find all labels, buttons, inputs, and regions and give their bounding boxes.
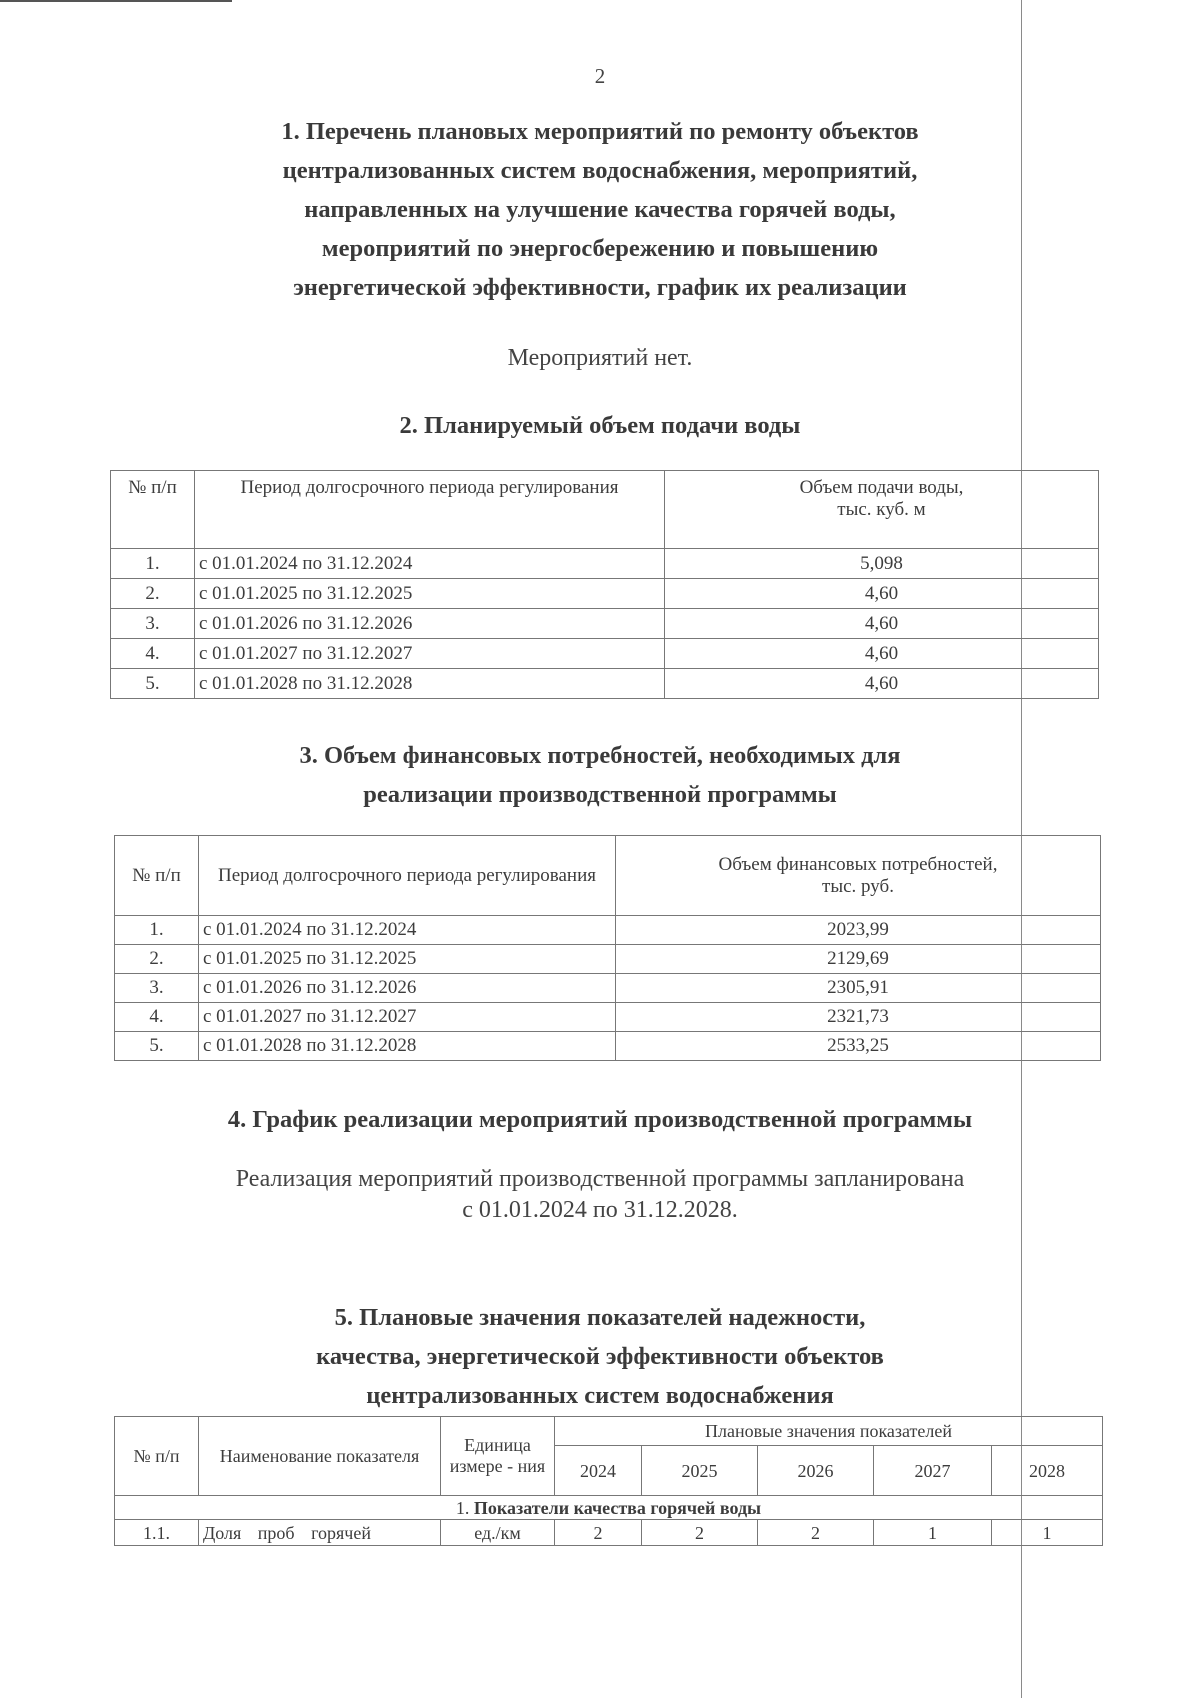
group-num: 1. xyxy=(455,1497,470,1518)
group-label: Показатели качества горячей воды xyxy=(473,1497,762,1518)
table-row xyxy=(111,549,1099,579)
row-num: 5. xyxy=(115,1032,199,1061)
financial-needs-table xyxy=(114,835,1101,1061)
table-row xyxy=(115,974,1101,1003)
row-period: с 01.01.2027 по 31.12.2027 xyxy=(195,639,665,669)
row-value: 2 xyxy=(758,1520,874,1546)
header-name: Наименование показателя xyxy=(199,1417,441,1496)
row-value: 2 xyxy=(642,1520,758,1546)
table-header-row xyxy=(115,836,1101,916)
scan-edge-mark xyxy=(0,0,232,2)
row-period: с 01.01.2028 по 31.12.2028 xyxy=(199,1032,616,1061)
header-value-line: Объем финансовых потребностей, xyxy=(718,853,998,875)
row-value: 5,098 xyxy=(665,549,1099,579)
header-period: Период долгосрочного периода регулирования xyxy=(195,471,665,549)
header-value xyxy=(665,471,1099,549)
row-value: 4,60 xyxy=(665,579,1099,609)
row-num: 1. xyxy=(111,549,195,579)
table-group-row xyxy=(115,1496,1103,1520)
section-4-text-line: с 01.01.2024 по 31.12.2028. xyxy=(462,1197,738,1223)
header-period: Период долгосрочного периода регулирования xyxy=(199,836,616,916)
header-plan: Плановые значения показателей xyxy=(555,1417,1103,1446)
row-name: Доля проб горячей xyxy=(199,1520,441,1546)
header-year: 2025 xyxy=(642,1446,758,1496)
row-value: 2321,73 xyxy=(616,1003,1101,1032)
header-value xyxy=(616,836,1101,916)
table-row xyxy=(115,916,1101,945)
row-num: 2. xyxy=(115,945,199,974)
section-1-title-line: энергетической эффективности, график их реализации xyxy=(293,274,907,301)
section-5-title-line: 5. Плановые значения показателей надежности, xyxy=(334,1304,866,1331)
table-header-row xyxy=(111,471,1099,549)
row-period: с 01.01.2024 по 31.12.2024 xyxy=(195,549,665,579)
section-3-title-line: 3. Объем финансовых потребностей, необходимых для xyxy=(299,742,901,769)
row-period: с 01.01.2025 по 31.12.2025 xyxy=(195,579,665,609)
section-2-title: 2. Планируемый объем подачи воды xyxy=(399,412,801,439)
indicators-table xyxy=(114,1416,1103,1546)
row-value: 2023,99 xyxy=(616,916,1101,945)
table-row xyxy=(115,945,1101,974)
section-1-title-line: направленных на улучшение качества горячей воды, xyxy=(304,196,896,223)
header-num: № п/п xyxy=(115,1417,199,1496)
section-1-text: Мероприятий нет. xyxy=(507,345,693,371)
header-value-line: тыс. куб. м xyxy=(837,499,926,520)
section-5-title-line: централизованных систем водоснабжения xyxy=(366,1382,834,1409)
row-value: 2129,69 xyxy=(616,945,1101,974)
row-num: 1. xyxy=(115,916,199,945)
header-num: № п/п xyxy=(115,836,199,916)
header-year: 2027 xyxy=(874,1446,992,1496)
table-row xyxy=(115,1032,1101,1061)
row-value: 4,60 xyxy=(665,609,1099,639)
row-period: с 01.01.2026 по 31.12.2026 xyxy=(199,974,616,1003)
table-row xyxy=(115,1003,1101,1032)
section-4-text xyxy=(0,1164,1200,1226)
table-row xyxy=(111,639,1099,669)
row-value: 1 xyxy=(874,1520,992,1546)
row-period: с 01.01.2027 по 31.12.2027 xyxy=(199,1003,616,1032)
header-year: 2024 xyxy=(555,1446,642,1496)
table-row xyxy=(111,609,1099,639)
row-num: 4. xyxy=(111,639,195,669)
section-3-title-line: реализации производственной программы xyxy=(363,781,837,808)
header-unit: Единица измере - ния xyxy=(441,1417,555,1496)
table-row xyxy=(115,1520,1103,1546)
row-num: 2. xyxy=(111,579,195,609)
header-value-line: тыс. руб. xyxy=(822,875,894,897)
row-unit: ед./км xyxy=(441,1520,555,1546)
row-num: 1.1. xyxy=(115,1520,199,1546)
row-num: 5. xyxy=(111,669,195,699)
section-4-text-line: Реализация мероприятий производственной программы запланирована xyxy=(235,1166,965,1192)
group-title xyxy=(115,1496,1103,1520)
row-period: с 01.01.2026 по 31.12.2026 xyxy=(195,609,665,639)
section-3-title xyxy=(0,736,1200,814)
row-value: 2305,91 xyxy=(616,974,1101,1003)
row-num: 4. xyxy=(115,1003,199,1032)
row-num: 3. xyxy=(111,609,195,639)
row-value: 2 xyxy=(555,1520,642,1546)
header-year: 2026 xyxy=(758,1446,874,1496)
header-num: № п/п xyxy=(111,471,195,549)
table-header-row xyxy=(115,1417,1103,1446)
section-5-title xyxy=(0,1298,1200,1415)
row-value: 4,60 xyxy=(665,639,1099,669)
row-period: с 01.01.2025 по 31.12.2025 xyxy=(199,945,616,974)
table-row xyxy=(111,669,1099,699)
row-period: с 01.01.2028 по 31.12.2028 xyxy=(195,669,665,699)
section-5-title-line: качества, энергетической эффективности объектов xyxy=(316,1343,884,1370)
section-1-title xyxy=(0,112,1200,307)
header-value-line: Объем подачи воды, xyxy=(799,477,964,498)
water-volume-table xyxy=(110,470,1099,699)
table-row xyxy=(111,579,1099,609)
row-num: 3. xyxy=(115,974,199,1003)
page-number: 2 xyxy=(594,64,606,88)
header-year: 2028 xyxy=(992,1446,1103,1496)
section-1-title-line: 1. Перечень плановых мероприятий по ремонту объектов xyxy=(281,118,919,145)
row-period: с 01.01.2024 по 31.12.2024 xyxy=(199,916,616,945)
row-value: 1 xyxy=(992,1520,1103,1546)
row-value: 4,60 xyxy=(665,669,1099,699)
section-4-title: 4. График реализации мероприятий производственной программы xyxy=(227,1106,973,1133)
section-1-title-line: мероприятий по энергосбережению и повышению xyxy=(321,235,879,262)
row-value: 2533,25 xyxy=(616,1032,1101,1061)
section-1-title-line: централизованных систем водоснабжения, мероприятий, xyxy=(282,157,918,184)
